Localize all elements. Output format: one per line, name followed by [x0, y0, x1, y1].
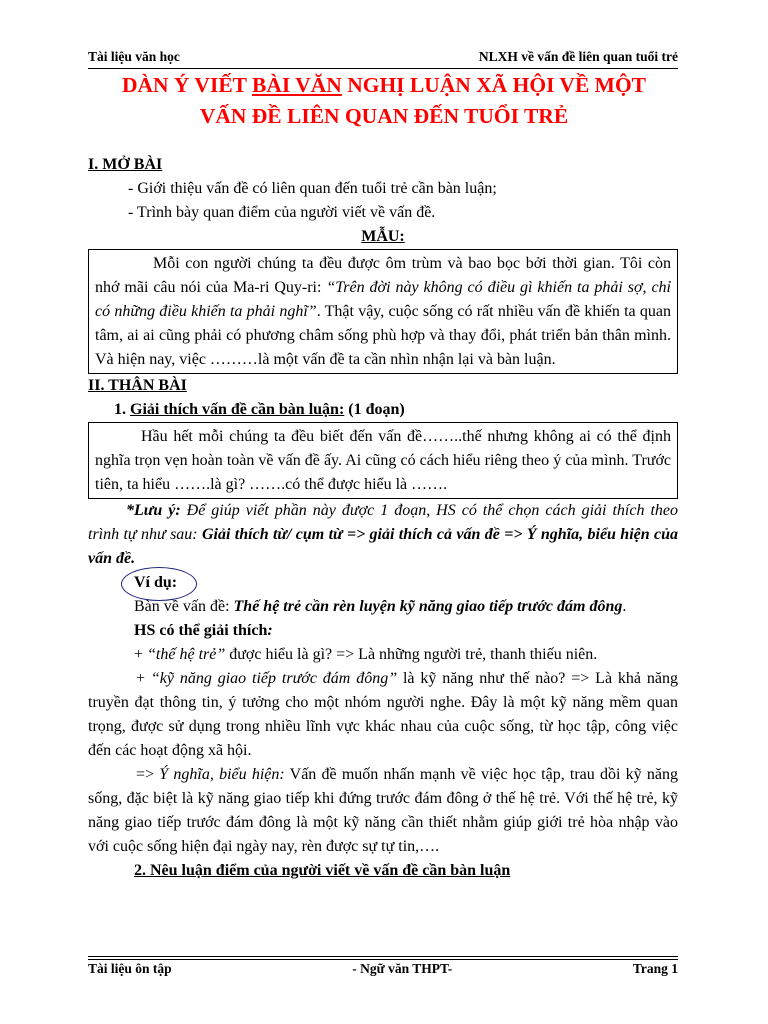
page-number: Trang 1	[632, 961, 678, 976]
sample-quote: “Trên đời này không có điều gì khiến ta phải sợ, chỉ có những điều khiến ta phải nghĩ”	[95, 279, 672, 320]
explain-point-2: + “kỹ năng giao tiếp trước đám đông” là kỹ năng như thế nào? => Là khả năng truyền đạt thông tin, ý tưởng cho một nhóm người nghe. Đây là một kỹ năng mềm quan trọng, được sử dụng trong nhiều lĩnh vực khác nhau của cuộc sống, từ học tập, công việc đến các hoạt động xã hội.	[88, 670, 678, 759]
header-right: NLXH về vấn đề liên quan tuổi trẻ	[478, 49, 678, 64]
explain-point-1: + “thế hệ trẻ” được hiểu là gì? => Là những người trẻ, thanh thiếu niên.	[134, 646, 598, 663]
document-title	[80, 70, 688, 132]
example-label: Ví dụ:	[134, 574, 178, 591]
topic-text: Thế hệ trẻ cần rèn luyện kỹ năng giao tiếp trước đám đông	[233, 598, 623, 615]
subsection-heading-1: 1. Giải thích vấn đề cần bàn luận: (1 đoạn)	[114, 401, 405, 418]
header-left: Tài liệu văn học	[88, 49, 180, 64]
header-divider	[88, 68, 678, 69]
page-footer	[88, 960, 678, 978]
section-heading-mo-bai: I. MỞ BÀI	[88, 156, 163, 173]
note-label: *Lưu ý:	[126, 502, 181, 519]
example-line	[88, 571, 678, 595]
section-heading-than-bai: II. THÂN BÀI	[88, 377, 187, 394]
bullet-item: - Trình bày quan điểm của người viết về vấn đề.	[128, 204, 436, 221]
explain-label: HS có thể giải thích:	[134, 622, 273, 639]
meaning-paragraph: => Ý nghĩa, biểu hiện: Vấn đề muốn nhấn mạnh về việc học tập, trau dồi kỹ năng sống, đặc biệt là kỹ năng giao tiếp khi đứng trước đám đông ở thế hệ trẻ. Với thế hệ trẻ, kỹ năng giao tiếp trước đám đông là một kỹ năng cần thiết nhằm giúp giới trẻ hòa nhập vào với cuộc sống hiện đại ngày nay, rèn được sự tự tin,….	[88, 766, 679, 855]
page-header	[88, 48, 678, 66]
note-paragraph: *Lưu ý: Để giúp viết phần này được 1 đoạn, HS có thể chọn cách giải thích theo trình tự như sau: Giải thích từ/ cụm từ => giải thích cả vấn đề => Ý nghĩa, biểu hiện của vấn đề.	[88, 502, 679, 567]
subsection-heading-2: 2. Nêu luận điểm của người viết về vấn đề cần bàn luận	[134, 862, 511, 879]
footer-center: - Ngữ văn THPT-	[352, 961, 453, 976]
bullet-item: - Giới thiệu vấn đề có liên quan đến tuổi trẻ cần bàn luận;	[128, 180, 497, 197]
explanation-box: Hầu hết mỗi chúng ta đều biết đến vấn đề……..thế nhưng không ai có thể định nghĩa trọn vẹn hoàn toàn về vấn đề ấy. Ai cũng có cách hiểu riêng theo ý của mình. Trước tiên, ta hiểu …….là gì? …….có thể được hiểu là …….	[88, 422, 678, 499]
title-line-1: DÀN Ý VIẾT BÀI VĂN NGHỊ LUẬN XÃ HỘI VỀ MỘT	[121, 73, 647, 97]
document-body	[88, 153, 678, 883]
sample-box: Mỗi con người chúng ta đều được ôm trùm và bao bọc bởi thời gian. Tôi còn nhớ mãi câu nói của Ma-ri Quy-ri: “Trên đời này không có điều gì khiến ta phải sợ, chỉ có những điều khiến ta phải nghĩ”. Thật vậy, cuộc sống có rất nhiều vấn đề khiến ta quan tâm, ai ai cũng phải có phương châm sống phù hợp và thay đổi, phát triển bản thân mình. Và hiện nay, việc ………là một vấn đề ta cần nhìn nhận lại và bàn luận.	[88, 249, 678, 374]
topic-line: Bàn về vấn đề: Thế hệ trẻ cần rèn luyện kỹ năng giao tiếp trước đám đông.	[134, 598, 627, 615]
title-underlined: BÀI VĂN	[252, 73, 342, 97]
footer-left: Tài liệu ôn tập	[88, 961, 172, 976]
footer-divider	[88, 956, 678, 957]
example-circle	[121, 567, 197, 601]
sample-label: MẪU:	[361, 228, 405, 245]
title-line-2: VẤN ĐỀ LIÊN QUAN ĐẾN TUỔI TRẺ	[199, 104, 569, 128]
